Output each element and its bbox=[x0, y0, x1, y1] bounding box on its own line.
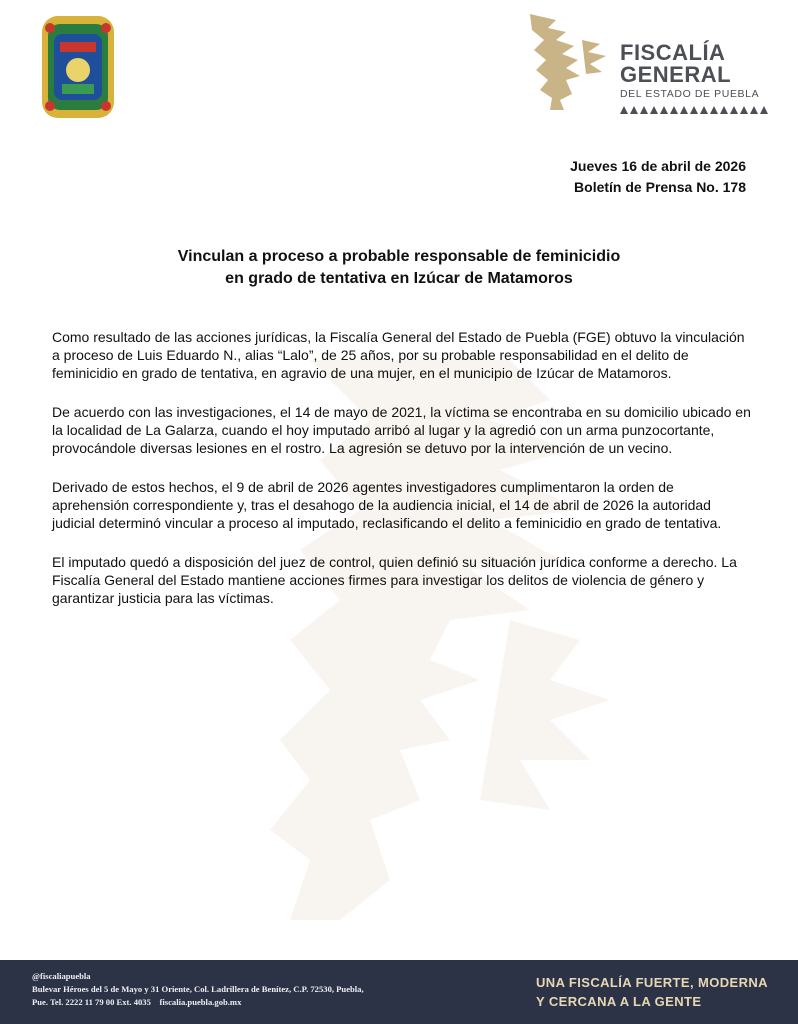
paragraph-3: Derivado de estos hechos, el 9 de abril de 2026 agentes investigadores cumplimentaron la orden de aprehensión correspondiente y, tras el desahogo de la audiencia inicial, el 14 de abril de 2026 la autoridad judicial determinó vincular a proceso al imputado, reclasificando el delito a feminicidio en grado de tentativa. bbox=[52, 479, 722, 531]
footer-social-handle: @fiscaliapuebla bbox=[32, 971, 91, 981]
brand-title-line1: FISCALÍA bbox=[620, 40, 726, 65]
footer-bar bbox=[0, 960, 798, 1024]
paragraph-4: El imputado quedó a disposición del juez de control, quien definió su situación jurídica conforme a derecho. La Fiscalía General del Estado mantiene acciones firmes para investigar los delitos de violencia de género y garantizar justicia para las víctimas. bbox=[52, 554, 737, 606]
bulletin-date: Jueves 16 de abril de 2026 bbox=[570, 158, 746, 174]
bulletin-number: Boletín de Prensa No. 178 bbox=[574, 179, 746, 195]
dateline bbox=[570, 156, 746, 198]
headline-line2: en grado de tentativa en Izúcar de Matamoros bbox=[225, 270, 573, 287]
footer-address: Bulevar Héroes del 5 de Mayo y 31 Oriente, Col. Ladrillera de Benítez, C.P. 72530, Puebla, bbox=[32, 984, 364, 994]
paragraph-1: Como resultado de las acciones jurídicas, la Fiscalía General del Estado de Puebla (FGE) obtuvo la vinculación a proceso de Luis Eduardo N., alias “Lalo”, de 25 años, por su probable responsabilidad en el delito de feminicidio en grado de tentativa, en agravio de una mujer, en el municipio de Izúcar de Matamoros. bbox=[52, 329, 745, 381]
headline-line1: Vinculan a proceso a probable responsable de feminicidio bbox=[177, 248, 621, 265]
headline bbox=[60, 246, 738, 290]
slogan-line2: Y CERCANA A LA GENTE bbox=[536, 994, 702, 1009]
footer-phone-web: Pue. Tel. 2222 11 79 00 Ext. 4035 fiscalia.puebla.gob.mx bbox=[32, 997, 242, 1007]
slogan-line1: UNA FISCALÍA FUERTE, MODERNA bbox=[536, 975, 768, 990]
brand-title-line2: GENERAL bbox=[620, 62, 732, 87]
footer-contact bbox=[32, 970, 364, 1009]
fiscalia-brand-block bbox=[620, 42, 772, 119]
footer-slogan bbox=[536, 973, 768, 1011]
brand-subtitle: DEL ESTADO DE PUEBLA bbox=[620, 88, 760, 100]
brand-ornament-icon bbox=[620, 106, 772, 114]
article-body bbox=[52, 328, 752, 628]
paragraph-2: De acuerdo con las investigaciones, el 14 de mayo de 2021, la víctima se encontraba en su domicilio ubicado en la localidad de La Galarza, cuando el hoy imputado arribó al lugar y la agredió con un arma punzocortante, provocándole diversas lesiones en el rostro. La agresión se detuvo por la intervención de un vecino. bbox=[52, 404, 751, 456]
state-coat-of-arms-icon bbox=[40, 14, 116, 120]
